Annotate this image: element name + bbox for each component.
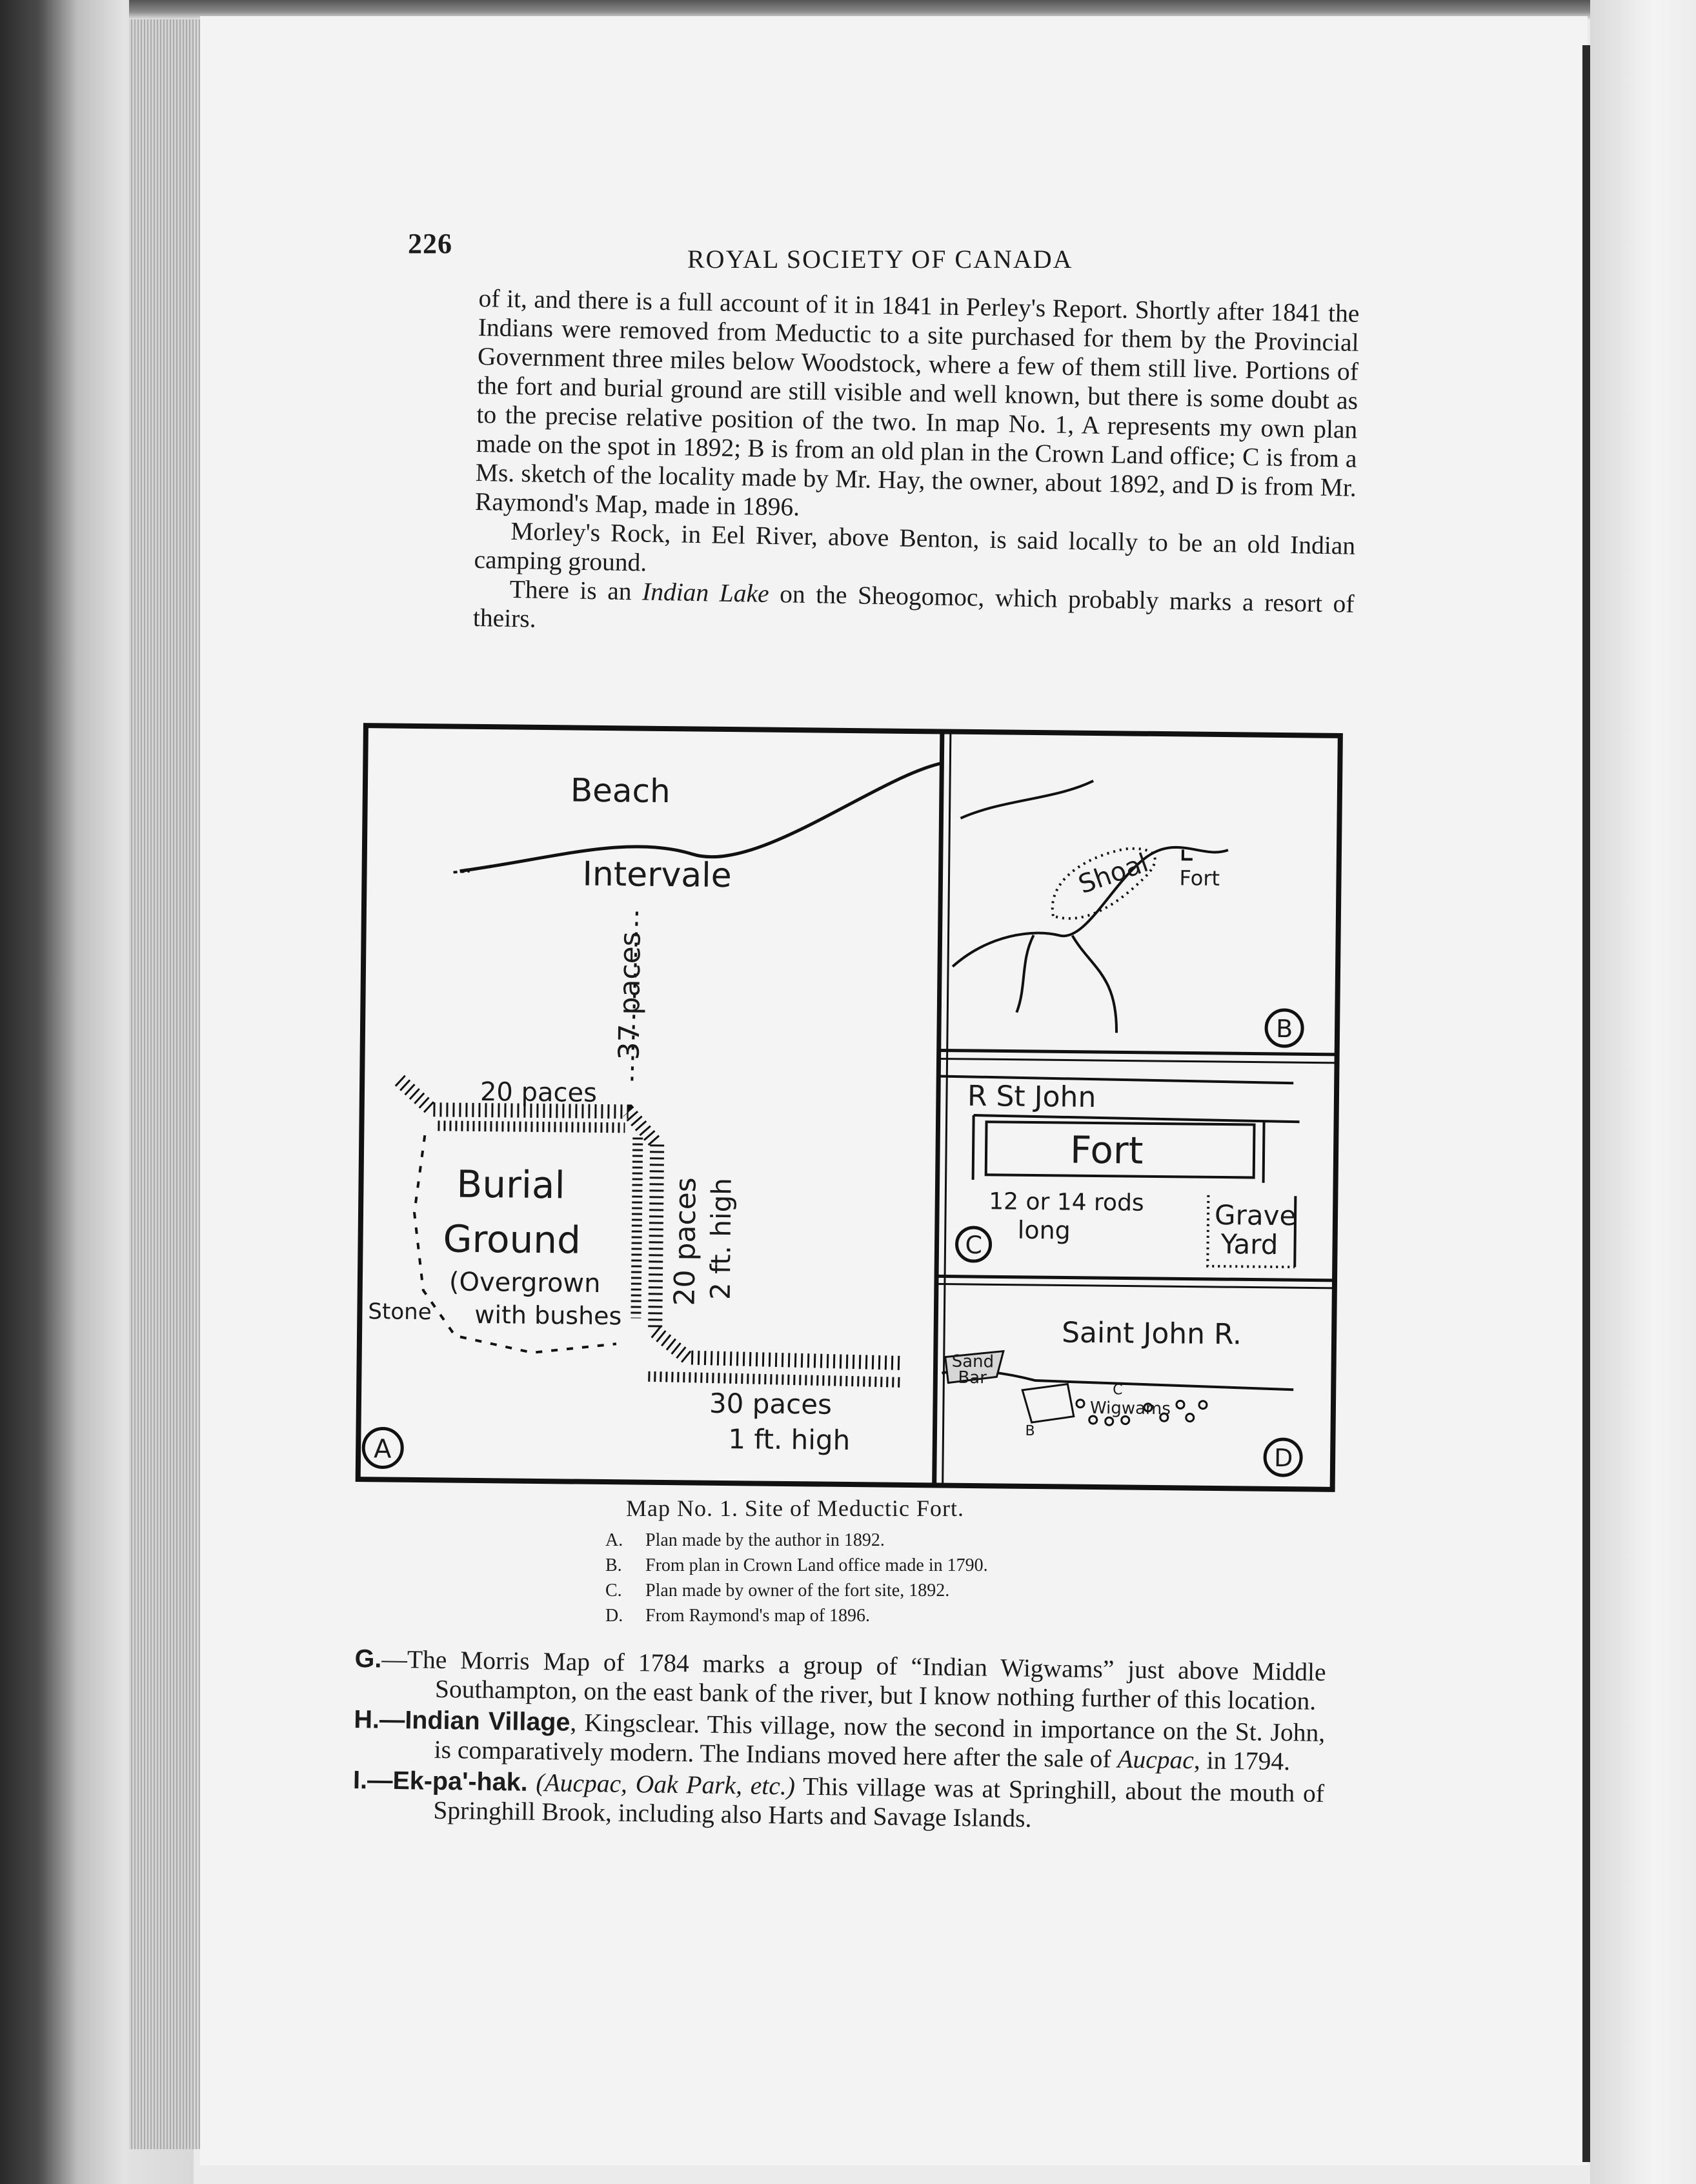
entry-g: G.—The Morris Map of 1784 marks a group of “Indian Wigwams” just above Middle Southampton, on the east bank of the river, but I know nothing further of this location. [354,1644,1326,1715]
label-2ft-high: 2 ft. high [704,1177,738,1300]
label-30-paces: 30 paces [709,1387,833,1421]
label-20-paces-side: 20 paces [668,1177,703,1306]
caption-item: B. From plan in Crown Land office made in 1790. [605,1555,988,1575]
panel-b-label: B [1275,1014,1293,1044]
panel-c-label: C [965,1230,983,1260]
label-river-d: Saint John R. [1061,1316,1242,1351]
label-overgrown: (Overgrown [449,1267,601,1299]
facing-page [1590,0,1696,2184]
label-37-paces: 37 paces [612,931,647,1060]
label-rods: 12 or 14 rods [989,1188,1144,1217]
page-number: 226 [408,228,452,259]
label-with-bushes: with bushes [474,1300,622,1331]
label-grave: Grave [1214,1198,1297,1232]
label-stone: Stone [368,1299,432,1326]
entry-i: I.—Ek-paʹ-hak. (Aucpac, Oak Park, etc.) This village was at Springhill, about the mouth of Springhill Brook, including also Harts and Savage Islands. [352,1765,1325,1833]
body-text [473,284,1360,648]
label-20-paces-top: 20 paces [480,1077,598,1108]
label-fort-c: Fort [1069,1127,1144,1173]
lettered-entries [352,1644,1326,1840]
label-yard: Yard [1220,1228,1278,1260]
marker-c: C [1113,1382,1123,1399]
label-long: long [1017,1215,1071,1245]
label-beach: Beach [570,771,671,811]
label-wigwams: Wigwams [1089,1398,1171,1419]
label-ground: Ground [443,1217,581,1262]
meductic-fort-map [350,722,1349,1495]
label-burial: Burial [456,1162,566,1208]
map-caption-title: Map No. 1. Site of Meductic Fort. [626,1495,964,1521]
map-caption-list [605,1528,988,1628]
caption-item: C. Plan made by owner of the fort site, 1892. [605,1581,950,1601]
label-sand: Sand [951,1351,994,1372]
label-river-c: R St John [967,1079,1096,1115]
caption-item: D. From Raymond's map of 1896. [605,1606,871,1626]
caption-item: A. Plan made by the author in 1892. [605,1530,885,1550]
label-shoal: Shoal [1075,847,1153,900]
label-1ft-high: 1 ft. high [728,1423,851,1457]
label-intervale: Intervale [582,854,732,896]
paragraph-3: There is an Indian Lake on the Sheogomoc, which probably marks a resort of theirs. [472,574,1355,633]
facing-page-edge [1582,45,1590,2162]
panel-d-label: D [1273,1443,1293,1473]
entry-h: H.—Indian Village, Kingsclear. This village, now the second in importance on the St. John, is comparatively modern. The Indians moved here after the sale of Aucpac, in 1794. [354,1704,1326,1776]
panel-a-label: A [373,1434,392,1464]
page-edges [129,19,200,2149]
label-fort-b: Fort [1179,865,1220,891]
paragraph-2: Morley's Rock, in Eel River, above Benton, is said locally to be an old Indian camping ground. [474,516,1356,577]
paragraph-1: of it, and there is a full account of it in 1841 in Perley's Report. Shortly after 1841 the Indians were removed from Meductic to a site purchased for them by the Provincial Government three miles below Woodstock, where a few of them still live. Portions of the fort and burial ground are still visible and well known, but there is some doubt as to the precise relative position of the two. In map No. 1, A represents my own plan made on the spot in 1892; B is from an old plan in the Crown Land office; C is from a Ms. sketch of the locality made by Mr. Hay, the owner, about 1892, and D is from Mr. Raymond's Map, made in 1896. [474,284,1360,521]
label-bar: Bar [958,1368,987,1388]
running-head: ROYAL SOCIETY OF CANADA [687,245,1073,274]
marker-b: B [1025,1422,1035,1440]
